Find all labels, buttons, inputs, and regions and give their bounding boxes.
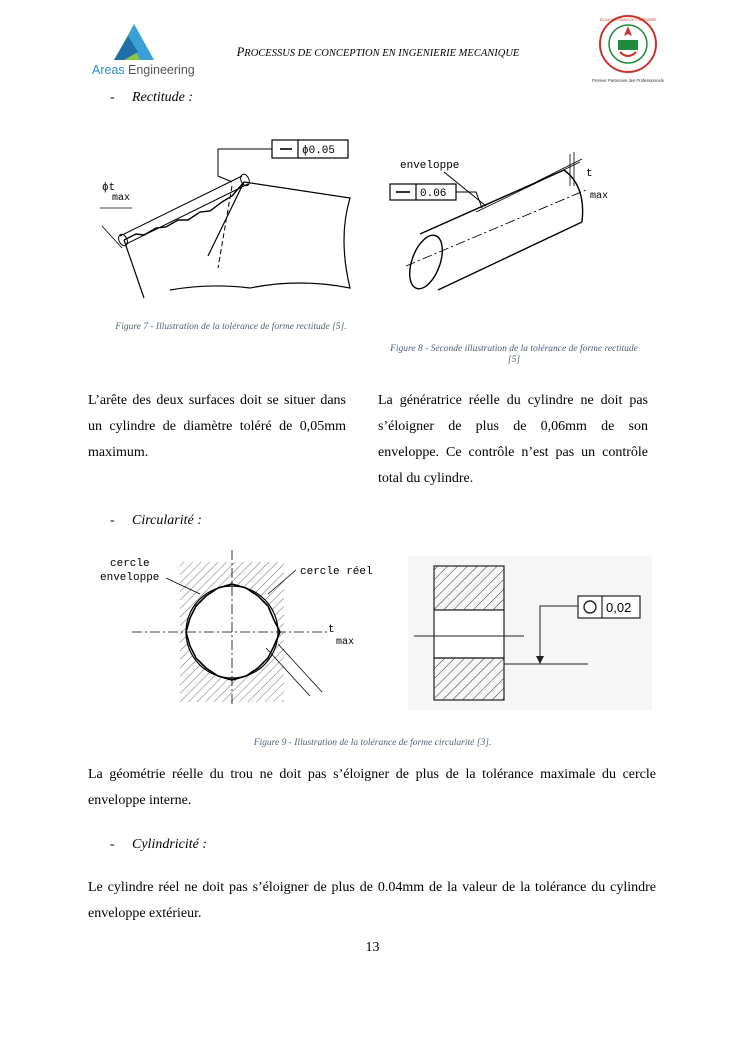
- fig9-tolerance-value: 0,02: [606, 600, 632, 615]
- fig9-label-enveloppe: enveloppe: [100, 572, 160, 584]
- section-cylindricite: - Cylindricité :: [110, 837, 208, 852]
- logo-left-text-a: Areas: [92, 63, 125, 77]
- figure-7-caption: Figure 7 - Illustration de la tolérance de forme rectitude [5].: [115, 322, 347, 332]
- fig8-label-envelope: enveloppe: [400, 160, 460, 172]
- paragraph-rectitude-right: La génératrice réelle du cylindre ne doit pas s’éloigner de plus de 0,06mm de son enveloppe. Ce contrôle n’est pas un contrôle total du cylindre.: [378, 393, 648, 486]
- page-number: 13: [365, 940, 380, 955]
- section-rectitude: - Rectitude :: [110, 90, 194, 105]
- figure-9-caption: Figure 9 - Illustration de la tolérance de forme circularité [3].: [253, 738, 492, 748]
- paragraph-cylindricite: Le cylindre réel ne doit pas s’éloigner de plus de 0.04mm de la valeur de la tolérance du cylindre enveloppe extérieur.: [88, 880, 656, 921]
- areas-engineering-logo: [88, 22, 200, 80]
- fig8-label-t: t: [586, 168, 593, 180]
- school-seal-logo: [592, 14, 664, 86]
- figure-7-diagram: [100, 138, 360, 298]
- figure-9-left-diagram: [96, 548, 396, 708]
- fig8-label-max: max: [590, 191, 609, 202]
- header-title: PROCESSUS DE CONCEPTION EN INGENIERIE MECANIQUE: [236, 45, 520, 59]
- figure-8-diagram: [386, 146, 646, 296]
- fig9-label-cercle-reel: cercle réel: [300, 566, 373, 578]
- figure-8-caption: Figure 8 - Seconde illustration de la tolérance de forme rectitude [5]: [390, 344, 638, 365]
- fig7-label-phi-t: ϕt: [102, 182, 116, 194]
- fig9-label-cercle: cercle: [110, 558, 150, 570]
- fig9-label-t: t: [328, 624, 335, 636]
- figure-9-right-diagram: [408, 556, 652, 710]
- fig7-label-max: max: [112, 193, 131, 204]
- fig8-tolerance-value: 0.06: [420, 188, 447, 200]
- section-circularite: - Circularité :: [110, 513, 202, 528]
- paragraph-rectitude-left: L’arête des deux surfaces doit se situer dans un cylindre de diamètre toléré de 0,05mm maximum.: [88, 393, 346, 460]
- fig7-tolerance-value: ϕ0.05: [302, 145, 336, 157]
- logo-left-text-b: Engineering: [128, 63, 195, 77]
- seal-ring-text: ÉCOLE NATIONALE DE L'INGÉNIERIE: [599, 18, 657, 22]
- fig9-label-max: max: [336, 637, 355, 648]
- seal-caption: Premier Partenaire des Professionnels: [592, 78, 664, 83]
- paragraph-circularite: La géométrie réelle du trou ne doit pas s’éloigner de plus de la tolérance maximale du cercle enveloppe interne.: [88, 767, 656, 808]
